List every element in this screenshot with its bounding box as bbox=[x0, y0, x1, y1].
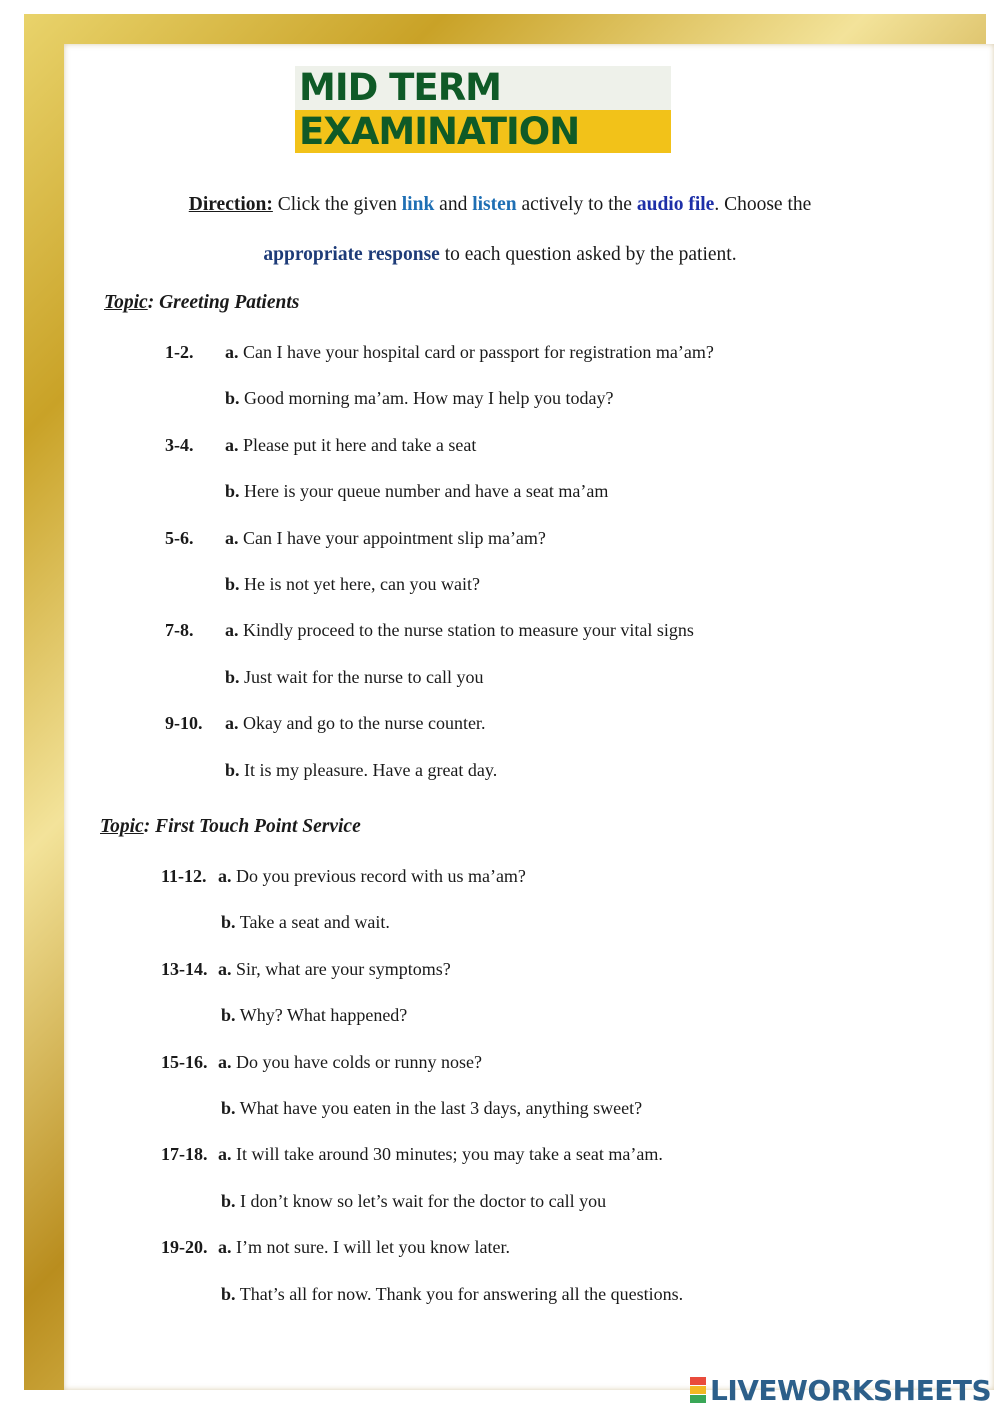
option-b-text: Take a seat and wait. bbox=[239, 912, 390, 933]
option-a-text: Can I have your appointment slip ma’am? bbox=[243, 527, 546, 548]
listen-word: listen bbox=[472, 194, 517, 215]
option-b-text: What have you eaten in the last 3 days, anything sweet? bbox=[239, 1098, 643, 1118]
option-a-text: Please put it here and take a seat bbox=[243, 434, 477, 455]
option-a-text: Do you previous record with us ma’am? bbox=[236, 866, 526, 886]
topic-title: : First Touch Point Service bbox=[143, 816, 361, 837]
answer-row bbox=[221, 1284, 683, 1305]
option-b-label: b. bbox=[225, 666, 240, 687]
direction-line-1 bbox=[100, 194, 900, 216]
question-number: 19-20. bbox=[161, 1237, 208, 1258]
logo-line-1: MID TERM bbox=[299, 66, 502, 109]
appropriate-response-word: appropriate response bbox=[263, 244, 440, 265]
link-word: link bbox=[401, 194, 435, 215]
answer-row bbox=[225, 760, 497, 781]
question-number: 13-14. bbox=[161, 958, 208, 979]
option-b-label: b. bbox=[225, 759, 240, 780]
option-a-label: a. bbox=[225, 342, 239, 362]
answer-row bbox=[225, 667, 483, 688]
logo-line-2-band bbox=[295, 110, 671, 153]
question-number: 11-12. bbox=[161, 866, 207, 886]
option-b-text: Here is your queue number and have a seat ma’am bbox=[244, 481, 609, 502]
option-a-text: I’m not sure. I will let you know later. bbox=[236, 1237, 510, 1258]
option-b-label: b. bbox=[225, 574, 240, 594]
direction-line-2 bbox=[100, 244, 900, 266]
answer-row bbox=[221, 1005, 407, 1026]
option-b-label: b. bbox=[221, 1283, 236, 1304]
option-a-label: a. bbox=[225, 527, 239, 548]
direction-text: to each question asked by the patient. bbox=[439, 244, 737, 265]
option-a-text: Can I have your hospital card or passport for registration ma’am? bbox=[243, 342, 714, 362]
question-row bbox=[161, 1052, 482, 1073]
option-b-text: It is my pleasure. Have a great day. bbox=[244, 759, 498, 780]
option-b-label: b. bbox=[225, 388, 240, 409]
question-number: 15-16. bbox=[161, 1051, 208, 1072]
liveworksheets-brand bbox=[690, 1372, 991, 1408]
topic-label: Topic bbox=[104, 292, 148, 313]
direction-label: Direction: bbox=[188, 194, 273, 215]
answer-row bbox=[225, 388, 613, 409]
option-b-label: b. bbox=[221, 912, 236, 933]
option-a-text: Kindly proceed to the nurse station to measure your vital signs bbox=[243, 620, 694, 641]
option-b-text: Why? What happened? bbox=[239, 1005, 408, 1026]
question-number: 17-18. bbox=[161, 1144, 208, 1165]
brand-name: LIVEWORKSHEETS bbox=[710, 1373, 992, 1407]
topic-label: Topic bbox=[100, 816, 144, 837]
question-row bbox=[165, 528, 546, 549]
topic-greeting-patients bbox=[104, 292, 299, 314]
logo-line-2: EXAMINATION bbox=[299, 110, 580, 153]
direction-text: actively to the bbox=[516, 194, 637, 215]
option-a-label: a. bbox=[225, 713, 239, 734]
topic-title: : Greeting Patients bbox=[147, 292, 300, 313]
option-b-text: Good morning ma’am. How may I help you today? bbox=[244, 388, 614, 409]
option-a-text: Sir, what are your symptoms? bbox=[236, 958, 451, 979]
question-row bbox=[161, 1144, 663, 1165]
option-a-label: a. bbox=[218, 1051, 232, 1072]
option-a-text: Do you have colds or runny nose? bbox=[236, 1051, 482, 1072]
answer-row bbox=[225, 481, 608, 502]
option-b-text: I don’t know so let’s wait for the doctor to call you bbox=[240, 1190, 607, 1211]
option-a-label: a. bbox=[218, 1144, 232, 1165]
direction-text: . Choose the bbox=[714, 194, 812, 215]
question-row bbox=[165, 342, 714, 363]
option-b-label: b. bbox=[225, 481, 240, 502]
option-b-label: b. bbox=[221, 1098, 236, 1118]
gold-frame bbox=[24, 14, 986, 1390]
option-a-label: a. bbox=[225, 620, 239, 641]
answer-row bbox=[221, 1191, 606, 1212]
question-number: 7-8. bbox=[165, 620, 194, 641]
direction-text: Click the given bbox=[272, 194, 402, 215]
option-b-text: That’s all for now. Thank you for answering all the questions. bbox=[239, 1283, 684, 1304]
answer-row bbox=[225, 574, 480, 595]
question-row bbox=[161, 1237, 510, 1258]
option-a-label: a. bbox=[225, 434, 239, 455]
question-row bbox=[161, 959, 451, 980]
question-number: 3-4. bbox=[165, 434, 194, 455]
option-b-label: b. bbox=[221, 1005, 236, 1026]
question-row bbox=[165, 620, 694, 641]
answer-row bbox=[221, 1098, 642, 1119]
option-a-text: It will take around 30 minutes; you may take a seat ma’am. bbox=[236, 1144, 663, 1165]
question-row bbox=[165, 713, 485, 734]
option-a-text: Okay and go to the nurse counter. bbox=[243, 713, 486, 734]
answer-row bbox=[221, 912, 390, 933]
question-number: 5-6. bbox=[165, 527, 194, 548]
option-a-label: a. bbox=[218, 866, 232, 886]
topic-first-touch-point bbox=[100, 816, 361, 838]
question-number: 9-10. bbox=[165, 713, 203, 734]
option-a-label: a. bbox=[218, 1237, 232, 1258]
mid-term-examination-logo bbox=[295, 66, 671, 153]
question-row bbox=[161, 866, 526, 887]
question-row bbox=[165, 435, 476, 456]
option-b-text: He is not yet here, can you wait? bbox=[244, 574, 480, 594]
option-b-label: b. bbox=[221, 1190, 236, 1211]
option-b-text: Just wait for the nurse to call you bbox=[244, 666, 484, 687]
audio-file-word: audio file bbox=[636, 194, 715, 215]
liveworksheets-logo-icon bbox=[690, 1377, 706, 1403]
direction-text: and bbox=[434, 194, 473, 215]
question-number: 1-2. bbox=[165, 342, 194, 362]
option-a-label: a. bbox=[218, 958, 232, 979]
